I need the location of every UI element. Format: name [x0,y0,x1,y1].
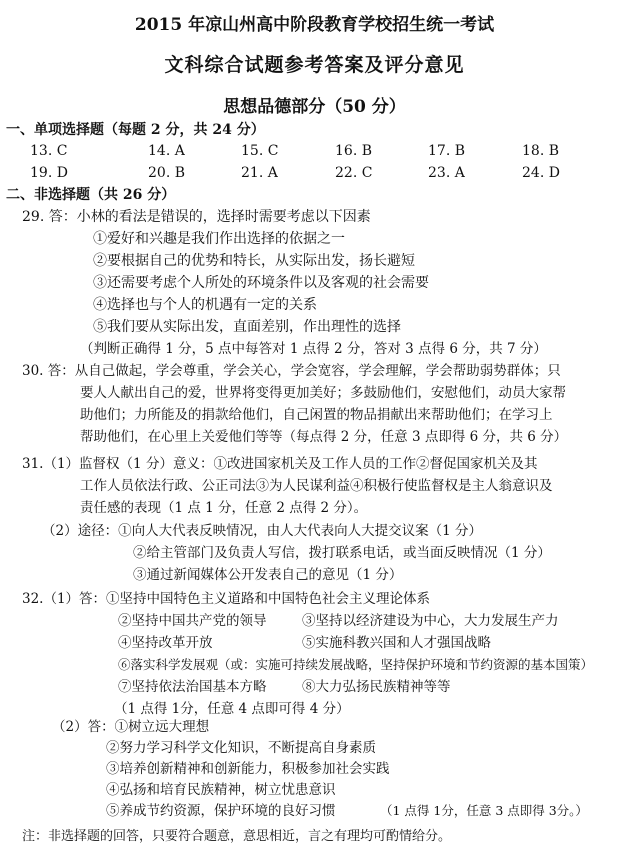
mc-answer: 19. D [30,165,68,181]
mc-answer: 17. B [428,143,466,159]
mc-answer: 24. D [522,165,560,181]
q29-line: ①爱好和兴趣是我们作出选择的依据之一 [93,231,345,247]
q32-line: ⑧大力弘扬民族精神等等 [302,679,451,695]
section2-heading: 二、非选择题（共 26 分） [6,187,176,203]
q32-line: ④弘扬和培育民族精神，树立忧患意识 [106,782,336,798]
section1-heading: 一、单项选择题（每题 2 分，共 24 分） [6,122,265,138]
q30-line: 帮助他们，在心里上关爱他们等等（每点得 2 分，任意 3 点即得 6 分，共 6 分） [80,429,568,445]
q29-line: ④选择也与个人的机遇有一定的关系 [93,297,317,313]
q32-scoring: （1 点得 1分，任意 4 点即可得 4 分） [114,701,350,717]
q32-line: ⑤养成节约资源，保护环境的良好习惯 [106,803,336,819]
document-title: 文科综合试题参考答案及评分意见 [164,54,465,76]
mc-answer: 15. C [241,143,279,159]
q31-line: ③通过新闻媒体公开发表自己的意见（1 分） [133,567,403,583]
q31-line: 工作人员依法行政、公正司法③为人民谋利益④积极行使监督权是主人翁意识及 [80,478,553,494]
section-title: 思想品德部分（50 分） [223,97,406,117]
q31-line: （2）途径：①向人大代表反映情况，由人大代表向人大提交议案（1 分） [42,523,482,539]
q32-line: ⑥落实科学发展观（或：实施可持续发展战略，坚持保护环境和节约资源的基本国策） [118,657,594,672]
mc-answer: 13. C [30,143,68,159]
q30-line: 助他们；力所能及的捐款给他们，自己闲置的物品捐献出来帮助他们；在学习上 [80,407,553,423]
q32-line: ⑦坚持依法治国基本方略 [118,679,267,695]
q30-line: 30. 答：从自己做起，学会尊重，学会关心，学会宽容，学会理解，学会帮助弱势群体；只 [22,363,561,379]
q32-scoring: （1 点得 1分，任意 3 点即得 3分。） [380,803,588,818]
q32-line: ②努力学习科学文化知识，不断提高自身素质 [106,740,376,756]
q31-line: 31.（1）监督权（1 分）意义：①改进国家机关及工作人员的工作②督促国家机关及其 [22,456,538,472]
mc-answer: 16. B [335,143,373,159]
q29-scoring: （判断正确得 1 分，5 点中每答对 1 点得 2 分，答对 3 点得 6 分，共 7 分） [80,341,547,357]
q32-line: ⑤实施科教兴国和人才强国战略 [302,635,491,651]
q29-line: ②要根据自己的优势和特长，从实际出发，扬长避短 [93,253,415,269]
mc-answer: 18. B [522,143,560,159]
q31-line: ②给主管部门及负责人写信，拨打联系电话，或当面反映情况（1 分） [133,545,551,561]
q30-line: 要人人献出自己的爱，世界将变得更加美好；多鼓励他们，安慰他们，动员大家帮 [80,385,566,401]
q32-line: 32.（1）答：①坚持中国特色主义道路和中国特色社会主义理论体系 [22,591,431,607]
exam-title: 2015 年凉山州高中阶段教育学校招生统一考试 [134,15,495,35]
q31-line: 责任感的表现（1 点 1 分，任意 2 点得 2 分）。 [80,500,368,516]
mc-answer: 14. A [148,143,185,159]
q32-line: ④坚持改革开放 [118,635,213,651]
q32-line: ②坚持中国共产党的领导 [118,613,267,629]
mc-answer: 21. A [241,165,278,181]
q32-line: ③坚持以经济建设为中心，大力发展生产力 [302,613,559,629]
mc-answer: 22. C [335,165,373,181]
q29-line: 29. 答：小林的看法是错误的，选择时需要考虑以下因素 [22,209,371,225]
q29-line: ③还需要考虑个人所处的环境条件以及客观的社会需要 [93,275,429,291]
footnote: 注：非选择题的回答，只要符合题意，意思相近，言之有理均可酌情给分。 [22,829,452,844]
mc-answer: 20. B [148,165,186,181]
mc-answer: 23. A [428,165,465,181]
q32-line: （2）答：①树立远大理想 [52,719,210,735]
q32-line: ③培养创新精神和创新能力，积极参加社会实践 [106,761,390,777]
q29-line: ⑤我们要从实际出发，直面差别，作出理性的选择 [93,319,401,335]
